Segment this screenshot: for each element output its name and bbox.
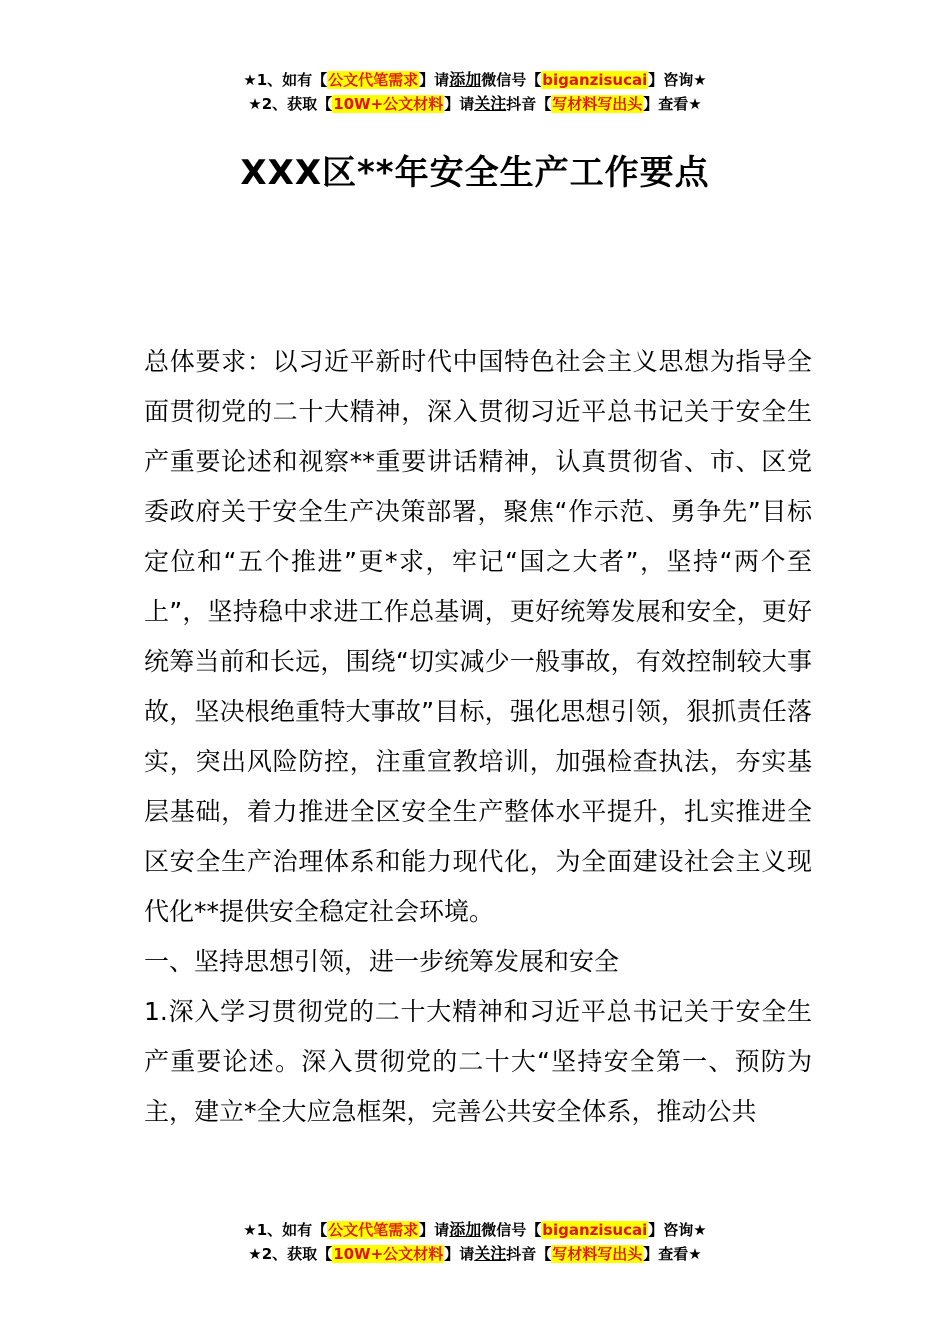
header-promo-line-1 bbox=[0, 68, 950, 92]
footer-promo-line-1 bbox=[0, 1218, 950, 1242]
header-promo-line-2 bbox=[0, 92, 950, 116]
promo-text: 】咨询★ bbox=[648, 1221, 707, 1239]
promo-text: ★1、如有【 bbox=[243, 1221, 328, 1239]
promo-text: 】请 bbox=[444, 95, 475, 113]
promo-text: 抖音【 bbox=[506, 95, 552, 113]
promo-text: 】查看★ bbox=[643, 95, 702, 113]
promo-text: 】请 bbox=[419, 71, 450, 89]
promo-text: 抖音【 bbox=[506, 1245, 552, 1263]
promo-highlight-service: 公文代笔需求 bbox=[328, 71, 419, 89]
promo-emphasis-follow: 关注 bbox=[474, 1244, 507, 1263]
header-promo bbox=[0, 68, 950, 116]
footer-promo-line-2 bbox=[0, 1242, 950, 1266]
footer-promo bbox=[0, 1218, 950, 1266]
promo-text: 】咨询★ bbox=[648, 71, 707, 89]
promo-text: ★1、如有【 bbox=[243, 71, 328, 89]
promo-emphasis-add: 添加 bbox=[449, 70, 482, 89]
promo-highlight-douyin-account: 写材料写出头 bbox=[552, 95, 643, 113]
paragraph-item-1: 1.深入学习贯彻党的二十大精神和习近平总书记关于安全生产重要论述。深入贯彻党的二十大“坚持安全第一、预防为主，建立*全大应急框架，完善公共安全体系，推动公共 bbox=[144, 997, 812, 1126]
promo-highlight-wechat-id: biganzisucai bbox=[542, 1221, 648, 1239]
promo-emphasis-follow: 关注 bbox=[474, 94, 507, 113]
promo-text: 】请 bbox=[444, 1245, 475, 1263]
section-heading-1: 一、坚持思想引领，进一步统筹发展和安全 bbox=[144, 947, 620, 976]
promo-highlight-service: 公文代笔需求 bbox=[328, 1221, 419, 1239]
promo-text: 】查看★ bbox=[643, 1245, 702, 1263]
promo-highlight-douyin-account: 写材料写出头 bbox=[552, 1245, 643, 1263]
document-title: XXX区**年安全生产工作要点 bbox=[240, 153, 710, 193]
promo-text: ★2、获取【 bbox=[248, 95, 333, 113]
promo-text: ★2、获取【 bbox=[248, 1245, 333, 1263]
paragraph-overall-requirements: 总体要求：以习近平新时代中国特色社会主义思想为指导全面贯彻党的二十大精神，深入贯彻习近平总书记关于安全生产重要论述和视察**重要讲话精神，认真贯彻省、市、区党委政府关于安全生产决策部署，聚焦“作示范、勇争先”目标定位和“五个推进”更*求，牢记“国之大者”，坚持“两个至上”，坚持稳中求进工作总基调，更好统筹发展和安全，更好统筹当前和长远，围绕“切实减少一般事故，有效控制较大事故，坚决根绝重特大事故”目标，强化思想引领，狠抓责任落实，突出风险防控，注重宣教培训，加强检查执法，夯实基层基础，着力推进全区安全生产整体水平提升，扎实推进全区安全生产治理体系和能力现代化，为全面建设社会主义现代化**提供安全稳定社会环境。 bbox=[144, 347, 812, 926]
promo-text: 】请 bbox=[419, 1221, 450, 1239]
promo-highlight-materials: 10W+公文材料 bbox=[333, 1245, 444, 1263]
promo-emphasis-add: 添加 bbox=[449, 1220, 482, 1239]
document-body bbox=[144, 337, 812, 1137]
promo-highlight-wechat-id: biganzisucai bbox=[542, 71, 648, 89]
promo-text: 微信号【 bbox=[481, 71, 542, 89]
promo-highlight-materials: 10W+公文材料 bbox=[333, 95, 444, 113]
promo-text: 微信号【 bbox=[481, 1221, 542, 1239]
